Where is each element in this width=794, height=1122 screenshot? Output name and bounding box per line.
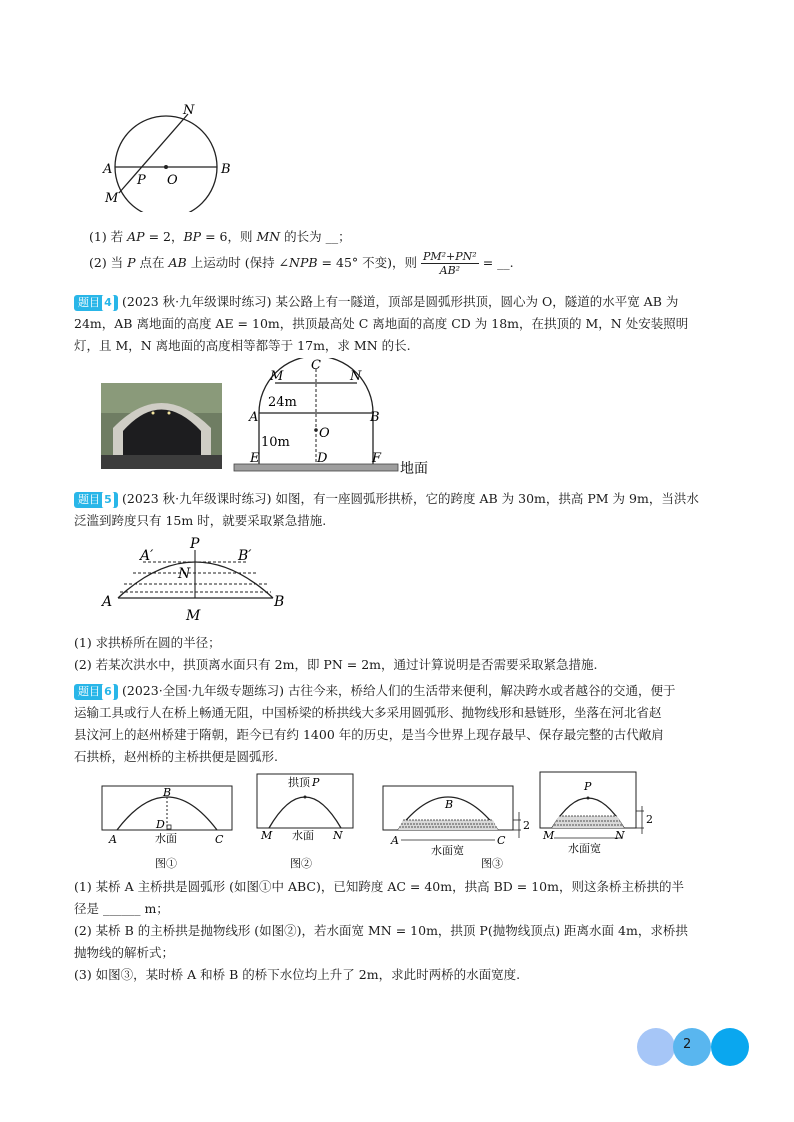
bridge-figures bbox=[95, 768, 685, 872]
label-m: M bbox=[105, 191, 119, 206]
label-b: B bbox=[221, 162, 231, 177]
f1-label-b: B bbox=[163, 786, 172, 799]
label-n: N bbox=[183, 103, 195, 118]
label-o: O bbox=[167, 173, 178, 188]
f3-label-a: A bbox=[391, 834, 399, 847]
tunnel-photo bbox=[101, 383, 222, 469]
f1-label-a: A bbox=[109, 833, 117, 846]
page-number: 2 bbox=[683, 1037, 692, 1052]
f2-label-m: M bbox=[261, 829, 273, 842]
f4-label-p: P bbox=[584, 780, 592, 793]
label-a-prime: A′ bbox=[140, 548, 154, 564]
label-f: F bbox=[372, 451, 382, 466]
f2-label-n: N bbox=[333, 829, 343, 842]
label-a: A bbox=[102, 594, 113, 610]
label-ground: 地面 bbox=[400, 461, 428, 477]
tunnel-diagram bbox=[230, 358, 440, 478]
label-c: C bbox=[311, 358, 321, 373]
f2-water: 水面 bbox=[292, 829, 314, 842]
question-4: 题目 4 (2023 秋·九年级课时练习) 某公路上有一隧道，顶部是圆弧形拱顶，圆心为 O，隧道的水平宽 AB 为 24m，AB 离地面的高度 AE = 10m，拱顶最高处 C 离地面的高度 CD 为 18m，在拱顶的 M，N 处安装照明 灯，且 M，N 离地面的高度相等都等于 17m，求 MN 的长. bbox=[74, 294, 689, 353]
label-p: P bbox=[137, 173, 146, 188]
f1-caption: 图① bbox=[155, 857, 177, 870]
fraction: $\frac{\text{PM²+PN²}}{\text{AB²}}$ bbox=[422, 250, 477, 277]
label-p: P bbox=[190, 536, 200, 552]
question-badge: 题目 4 bbox=[74, 295, 118, 311]
question-5: 题目 5 (2023 秋·九年级课时练习) 如图，有一座圆弧形拱桥，它的跨度 AB 为 30m，拱高 PM 为 9m，当洪水 泛滥到跨度只有 15m 时，就要采取紧急措施. bbox=[74, 491, 699, 528]
f3-label-c: C bbox=[497, 834, 506, 847]
label-m: M bbox=[270, 369, 284, 384]
figure-3 bbox=[383, 786, 530, 870]
f1-water: 水面 bbox=[155, 832, 177, 845]
label-b: B bbox=[274, 594, 285, 610]
f2-label-p: P bbox=[312, 776, 320, 789]
footer-decoration bbox=[634, 1027, 754, 1067]
label-a: A bbox=[103, 162, 113, 177]
f3-label-b: B bbox=[445, 798, 454, 811]
label-b: B bbox=[370, 410, 380, 425]
label-o: O bbox=[319, 426, 330, 441]
label-width: 24m bbox=[268, 395, 297, 410]
question-2: (2) 当 P 点在 AB 上运动时 (保持 ∠NPB = 45° 不变)，则 $\frac{\text{PM²+PN²}}{\text{AB²}}$ = __. bbox=[89, 250, 514, 277]
question-badge: 题目 5 bbox=[74, 492, 118, 508]
label-b-prime: B′ bbox=[238, 548, 252, 564]
f3-width: 水面宽 bbox=[431, 844, 464, 857]
question-6: 题目 6 (2023·全国·九年级专题练习) 古往今来，桥给人们的生活带来便利，解决跨水或者越谷的交通，便于 运输工具或行人在桥上畅通无阻，中国桥梁的桥拱线大多采用圆弧形、抛物线形和悬链形，坐落在河北省赵 县汶河上的赵州桥建于隋朝，距今已有约 1400 年的历史，是当今世界上现存最早、保存最完整的古代敞肩 石拱桥，赵州桥的主桥拱便是圆弧形. bbox=[74, 683, 676, 764]
arch-bridge-figure bbox=[98, 536, 298, 626]
figure-2 bbox=[257, 774, 353, 870]
circle-figure bbox=[95, 100, 245, 212]
label-n: N bbox=[178, 566, 191, 582]
figure-4 bbox=[540, 772, 653, 855]
label-a: A bbox=[249, 410, 259, 425]
f4-label-n: N bbox=[615, 829, 625, 842]
figure-1 bbox=[102, 786, 232, 870]
label-e: E bbox=[250, 451, 260, 466]
f4-label-2: 2 bbox=[646, 813, 653, 826]
label-d: D bbox=[317, 451, 328, 466]
label-n: N bbox=[350, 369, 362, 384]
f4-label-m: M bbox=[543, 829, 555, 842]
f3-caption: 图③ bbox=[481, 857, 503, 870]
question-badge: 题目 6 bbox=[74, 684, 118, 700]
f4-width: 水面宽 bbox=[568, 842, 601, 855]
label-height: 10m bbox=[261, 435, 290, 450]
f1-label-d: D bbox=[156, 818, 165, 831]
f3-label-2: 2 bbox=[523, 819, 530, 832]
question-6-parts: (1) 某桥 A 主桥拱是圆弧形 (如图①中 ABC)，已知跨度 AC = 40m，拱高 BD = 10m，则这条桥主桥拱的半 径是 ______ m； (2) 某桥 B 的主桥拱是抛物线形 (如图②)，若水面宽 MN = 10m，拱顶 P(抛物线顶点) 距离水面 4m，求桥拱 抛物线的解析式； (3) 如图③，某时桥 A 和桥 B 的桥下水位均上升了 2m，求此时两桥的水面宽度. bbox=[74, 879, 688, 982]
f2-label-top: 拱顶 bbox=[288, 776, 310, 789]
label-m: M bbox=[186, 608, 201, 624]
question-1: (1) 若 AP = 2，BP = 6，则 MN 的长为 __； bbox=[89, 229, 351, 244]
f1-label-c: C bbox=[215, 833, 224, 846]
question-5-parts: (1) 求拱桥所在圆的半径； (2) 若某次洪水中，拱顶离水面只有 2m，即 PN = 2m，通过计算说明是否需要采取紧急措施. bbox=[74, 635, 598, 672]
f2-caption: 图② bbox=[290, 857, 312, 870]
